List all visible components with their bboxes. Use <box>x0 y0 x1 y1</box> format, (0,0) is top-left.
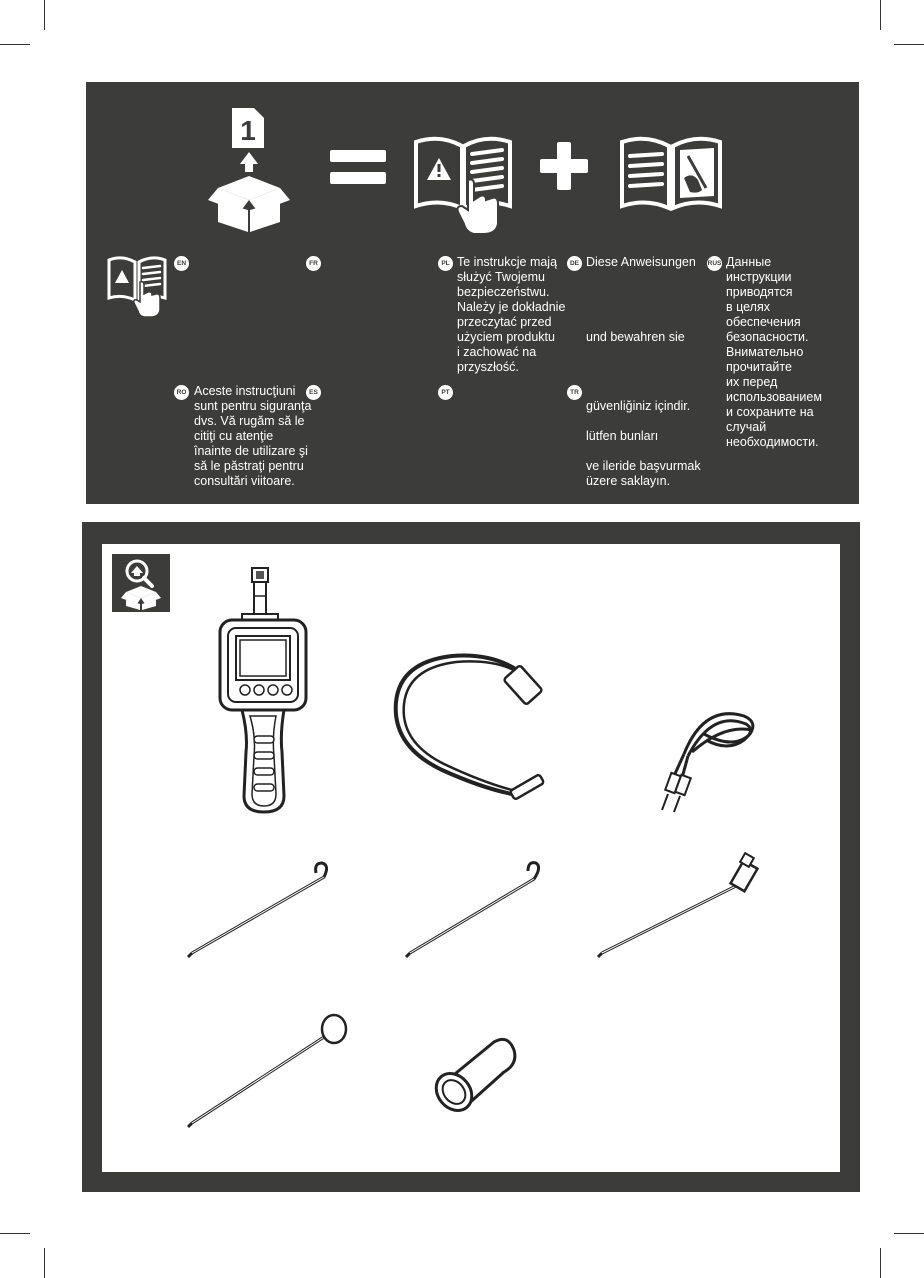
language-text-tr <box>586 399 701 489</box>
language-badge-de: DE <box>567 256 582 271</box>
crop-mark <box>880 1248 881 1278</box>
safety-instructions-panel <box>86 82 859 504</box>
text-line: Diese Anweisungen <box>586 255 696 269</box>
language-text-ro: Aceste instrucţiuni sunt pentru siguranţa dvs. Vă rugăm să le citiţi cu atenţie înainte de utilizare şi să le păstraţi pentru consultări viitoare. <box>194 384 312 488</box>
cable-sleeve <box>420 1020 520 1120</box>
language-badge-fr: FR <box>306 256 321 271</box>
safety-manual-icon <box>412 132 516 236</box>
language-badge-pt: PT <box>438 385 453 400</box>
hook-attachment-2 <box>400 849 560 959</box>
language-text-rus: Данные инструкции приводятся в целях обеспечения безопасности. Внимательно прочитайте их перед использованием и сохраните на случай необходимости. <box>726 255 822 449</box>
text-line <box>586 444 701 459</box>
camera-cable <box>382 642 562 812</box>
av-cable <box>634 694 764 814</box>
equals-icon <box>330 150 386 184</box>
language-text-pl: Te instrukcje mają służyć Twojemu bezpieczeństwu. Należy je dokładnie przeczytać przed użyciem produktu i zachować na przyszłość. <box>457 255 566 374</box>
inspection-camera <box>210 566 320 816</box>
text-line: güvenliğiniz içindir. <box>586 399 691 413</box>
text-line <box>586 414 701 429</box>
package-open-icon <box>204 104 294 234</box>
crop-mark <box>44 0 45 30</box>
plus-icon <box>540 142 588 190</box>
language-badge-ro: RO <box>174 385 189 400</box>
magnet-attachment <box>592 849 772 959</box>
package-contents-panel <box>82 522 860 1192</box>
text-line: lütfen bunları <box>586 429 659 443</box>
language-badge-en: EN <box>174 256 189 271</box>
crop-mark <box>44 1248 45 1278</box>
language-badge-pl: PL <box>438 256 453 271</box>
language-text-de <box>586 255 696 345</box>
language-badge-rus: RUS <box>707 256 722 271</box>
text-line <box>586 270 696 330</box>
hook-attachment-1 <box>182 849 342 959</box>
text-line: ve ileride başvurmak <box>586 459 701 473</box>
crop-mark <box>0 44 30 45</box>
package-contents-icon <box>112 554 170 612</box>
mirror-attachment <box>182 999 362 1129</box>
text-line: und bewahren sie <box>586 330 685 344</box>
language-badge-es: ES <box>306 385 321 400</box>
crop-mark <box>880 0 881 30</box>
text-line: üzere saklayın. <box>586 474 671 488</box>
crop-mark <box>894 1233 924 1234</box>
crop-mark <box>0 1233 30 1234</box>
language-badge-tr: TR <box>567 385 582 400</box>
instruction-manual-icon <box>618 132 724 212</box>
crop-mark <box>894 44 924 45</box>
contents-area <box>102 544 840 1172</box>
safety-manual-icon <box>106 254 168 320</box>
page-number: 1 <box>240 115 256 146</box>
